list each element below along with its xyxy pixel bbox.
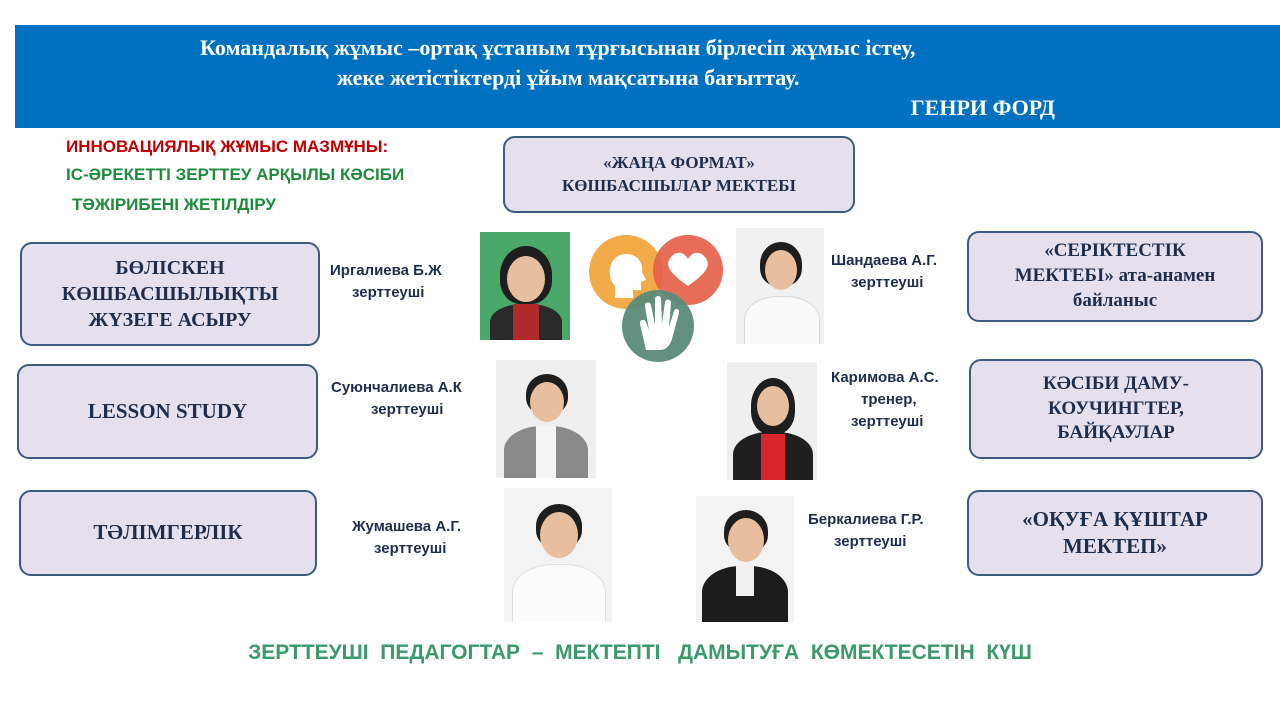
box-line: КОУЧИНГТЕР, [1048,397,1184,419]
photo-karimova [727,362,817,480]
footer-slogan: ЗЕРТТЕУШІ ПЕДАГОГТАР – МЕКТЕПТІ ДАМЫТУҒА КӨМЕКТЕСЕТІН КҮШ [248,641,1032,664]
researcher-suyunchalieva [331,377,462,421]
person-role: зерттеуші [352,284,425,301]
photo-suyunchalieva [496,360,596,478]
distributed-leadership-box [20,242,320,346]
person-name: Иргалиева Б.Ж [330,262,442,279]
person-role: зерттеуші [851,413,924,430]
person-role: зерттеуші [851,274,924,291]
innovation-subtitle-line-2: ТӘЖІРИБЕНІ ЖЕТІЛДІРУ [72,195,276,214]
quote-banner [15,25,1280,128]
photo-berkalieva [696,496,794,622]
researcher-zhumasheva [352,516,461,560]
photo-irgalieva [480,232,570,340]
researcher-shandaeva [831,250,937,294]
photo-shandaeva [736,228,824,344]
person-role: тренер, [861,391,917,408]
box-line: «ОҚУҒА ҚҰШТАР [1022,506,1208,531]
box-line: БӨЛІСКЕН [115,257,225,279]
new-format-leaders-school-box [503,136,855,213]
box-line: ЖҮЗЕГЕ АСЫРУ [88,309,252,331]
researcher-irgalieva [330,260,442,304]
hand-icon [622,290,694,362]
box-line: КӨШБАСШЫЛЫҚТЫ [61,283,279,305]
professional-development-box [969,359,1263,459]
quote-line-2: жеке жетістіктерді ұйым мақсатына бағыттау. [337,65,800,90]
person-role: зерттеуші [371,401,444,418]
quote-author: ГЕНРИ ФОРД [910,95,1055,120]
box-line: LESSON STUDY [87,398,248,423]
innovation-subtitle-line-1: ІС-ӘРЕКЕТТІ ЗЕРТТЕУ АРҚЫЛЫ КӘСІБИ [66,165,405,184]
trainer-karimova [831,367,939,433]
box-line: БАЙҚАУЛАР [1057,422,1175,444]
box-line: «ЖАҢА ФОРМАТ» [603,153,755,173]
innovation-title: ИННОВАЦИЯЛЫҚ ЖҰМЫС МАЗМҰНЫ: [66,137,389,156]
quote-line-1: Командалық жұмыс –ортақ ұстаным тұрғысынан бірлесіп жұмыс істеу, [200,35,916,60]
teamwork-icon [588,232,734,362]
person-name: Шандаева А.Г. [831,252,938,269]
box-line: КӨШБАСШЫЛАР МЕКТЕБІ [561,175,797,195]
person-name: Жумашева А.Г. [352,518,462,535]
box-line: МЕКТЕП» [1063,534,1167,558]
box-line: МЕКТЕБІ» ата-анамен [1014,265,1216,287]
box-line: байланыс [1072,289,1158,311]
partnership-school-box [967,231,1263,322]
box-line: ТӘЛІМГЕРЛІК [93,520,243,545]
person-name: Каримова А.С. [831,369,939,386]
researcher-berkalieva [808,509,923,553]
person-name: Суюнчалиева А.К [331,379,462,396]
photo-zhumasheva [504,488,612,622]
box-line: КӘСІБИ ДАМУ- [1042,372,1190,394]
lesson-study-box [17,364,318,459]
person-role: зерттеуші [834,533,907,550]
person-role: зерттеуші [374,540,447,557]
mentoring-box [19,490,317,576]
box-line: «СЕРІКТЕСТІК [1044,240,1186,262]
person-name: Беркалиева Г.Р. [808,511,924,528]
reading-school-box [967,490,1263,576]
